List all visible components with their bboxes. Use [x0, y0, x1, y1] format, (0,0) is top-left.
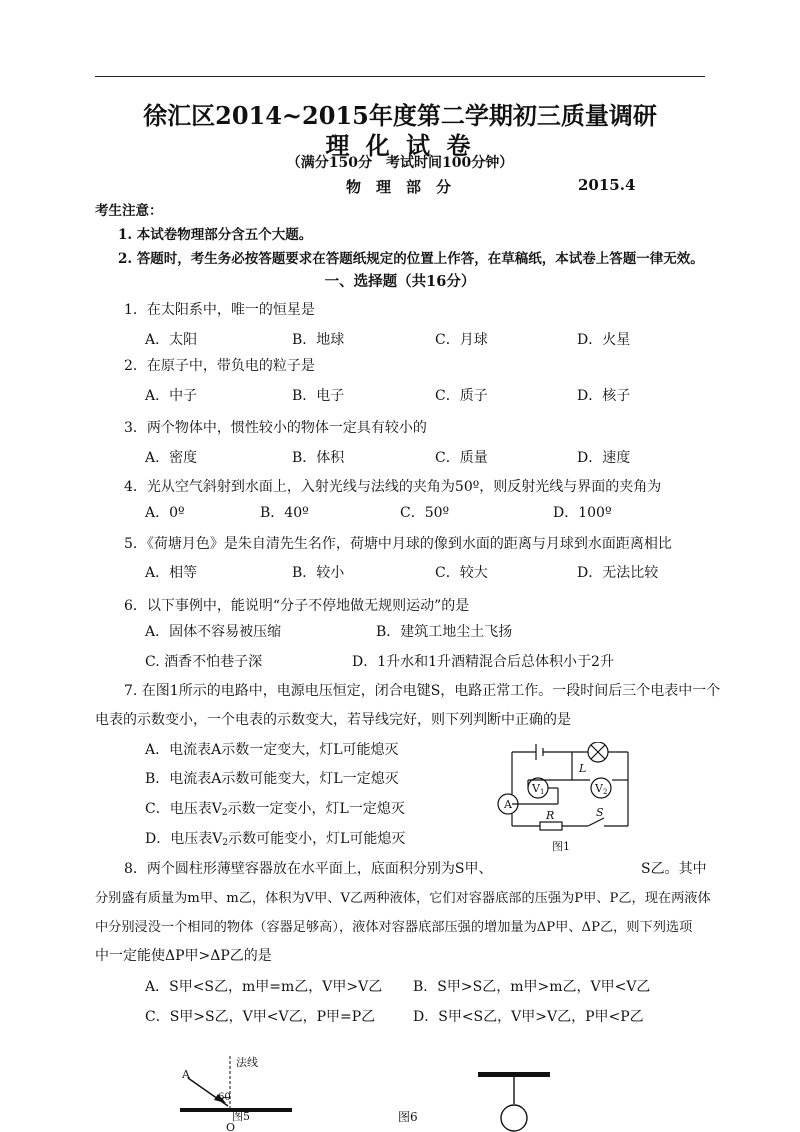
- q4-option-a: A．0º: [145, 505, 185, 521]
- q1-option-d: D．火星: [577, 332, 631, 348]
- question-2-stem: 2．在原子中，带负电的粒子是: [124, 358, 315, 374]
- question-8-line-3: 中分别浸没一个相同的物体（容器足够高），液体对容器底部压强的增加量为ΔP甲、ΔP乙，则下列选项: [95, 920, 693, 935]
- figure-6-caption: 图6: [398, 1110, 418, 1124]
- exam-title: 徐汇区2014~2015年度第二学期初三质量调研: [143, 101, 657, 130]
- q6-option-c: C. 酒香不怕巷子深: [145, 654, 263, 670]
- q7-option-b: B．电流表A示数可能变大，灯L一定熄灭: [145, 771, 399, 787]
- q5-option-d: D．无法比较: [577, 565, 659, 581]
- switch-s: [588, 818, 604, 826]
- question-5-stem: 5．《荷塘月色》是朱自清先生名作，荷塘中月球的像到水面的距离与月球到水面距离相比: [124, 536, 672, 552]
- q5-option-c: C．较大: [435, 565, 488, 581]
- ray-label: A: [182, 1068, 190, 1081]
- question-7-line-2: 电表的示数变小，一个电表的示数变大，若导线完好，则下列判断中正确的是: [95, 712, 571, 728]
- notice-item-2: 2. 答题时，考生务必按答题要求在答题纸规定的位置上作答，在草稿纸，本试卷上答题一律无效。: [118, 251, 704, 267]
- exam-scoreline: （满分150分 考试时间100分钟）: [286, 155, 514, 171]
- q2-option-a: A．中子: [145, 388, 198, 404]
- label-S: S: [596, 806, 604, 819]
- pendulum-figure-6: [474, 1068, 554, 1132]
- q4-option-d: D．100º: [553, 505, 612, 521]
- reflection-figure-5: [176, 1056, 306, 1132]
- q2-option-c: C．质子: [435, 388, 488, 404]
- q8-option-d: D．S甲<S乙，V甲>V乙，P甲<P乙: [413, 1009, 644, 1025]
- svg-text:V1: V1: [532, 782, 545, 796]
- q4-option-c: C．50º: [400, 505, 450, 521]
- q5-option-a: A．相等: [145, 565, 198, 581]
- bob: [501, 1105, 527, 1131]
- question-8-line-1: 8．两个圆柱形薄壁容器放在水平面上，底面积分别为S甲、: [124, 861, 493, 877]
- top-rule: [95, 76, 705, 77]
- circuit-figure-1: [492, 742, 642, 854]
- question-8-line-2: 分别盛有质量为m甲、m乙，体积为V甲、V乙两种液体，它们对容器底部的压强为P甲、P乙，现在两液体: [95, 891, 711, 906]
- question-8-line-4: 中一定能使ΔP甲>ΔP乙的是: [95, 948, 272, 964]
- q7-option-c: C．电压表$V_2$示数一定变小，灯L一定熄灭: [145, 801, 405, 818]
- q4-option-b: B．40º: [260, 505, 309, 521]
- svg-text:V2: V2: [595, 782, 608, 796]
- q1-option-c: C．月球: [435, 332, 488, 348]
- q6-option-d: D．1升水和1升酒精混合后总体积小于2升: [352, 654, 614, 670]
- resistor-r: [540, 822, 562, 830]
- q6-option-b: B．建筑工地尘土飞扬: [376, 624, 513, 640]
- normal-label: 法线: [236, 1056, 258, 1069]
- q2-option-d: D．核子: [577, 388, 631, 404]
- q8-option-c: C．S甲>S乙，V甲<V乙，P甲=P乙: [145, 1009, 376, 1025]
- question-3-stem: 3．两个物体中，惯性较小的物体一定具有较小的: [124, 420, 427, 436]
- figure-5-caption: 图5: [232, 1110, 250, 1123]
- question-1-stem: 1．在太阳系中，唯一的恒星是: [124, 302, 315, 318]
- label-A: A: [504, 798, 512, 811]
- q3-option-d: D．速度: [577, 450, 631, 466]
- q7-option-a: A．电流表A示数一定变大，灯L可能熄灭: [145, 742, 399, 758]
- q6-option-a: A．固体不容易被压缩: [145, 624, 282, 640]
- exam-date: 2015.4: [578, 176, 636, 194]
- question-6-stem: 6．以下事例中，能说明“分子不停地做无规则运动”的是: [124, 598, 470, 614]
- label-R: R: [546, 809, 555, 822]
- exam-subtitle: 理 化 试 卷: [325, 131, 475, 160]
- question-7-line-1: 7. 在图1所示的电路中，电源电压恒定，闭合电键S，电路正常工作。一段时间后三个电表中一个: [124, 683, 721, 699]
- figure-1-caption: 图1: [552, 840, 570, 853]
- q3-option-b: B．体积: [292, 450, 345, 466]
- q1-option-b: B．地球: [292, 332, 345, 348]
- support-bar: [478, 1072, 550, 1077]
- q8-option-a: A．S甲<S乙，m甲=m乙，V甲>V乙: [145, 979, 383, 995]
- notice-item-1: 1. 本试卷物理部分含五个大题。: [118, 227, 313, 243]
- point-o-label: O: [226, 1121, 236, 1132]
- q2-option-b: B．电子: [292, 388, 345, 404]
- q3-option-c: C．质量: [435, 450, 488, 466]
- q3-option-a: A．密度: [145, 450, 198, 466]
- q8-option-b: B．S甲>S乙，m甲>m乙，V甲<V乙: [413, 979, 651, 995]
- question-8-line-1-right: S乙。其中: [641, 861, 707, 877]
- question-4-stem: 4．光从空气斜射到水面上，入射光线与法线的夹角为50º，则反射光线与界面的夹角为: [124, 479, 662, 495]
- q5-option-b: B．较小: [292, 565, 345, 581]
- part1-heading: 一、选择题（共16分）: [324, 273, 476, 290]
- q1-option-a: A．太阳: [145, 332, 198, 348]
- label-L: L: [579, 762, 587, 775]
- section-label: 物 理 部 分: [346, 178, 452, 196]
- notice-heading: 考生注意：: [95, 203, 163, 219]
- q7-option-d: D．电压表$V_2$示数可能变小，灯L可能熄灭: [145, 831, 406, 848]
- angle-label: 60: [218, 1092, 231, 1103]
